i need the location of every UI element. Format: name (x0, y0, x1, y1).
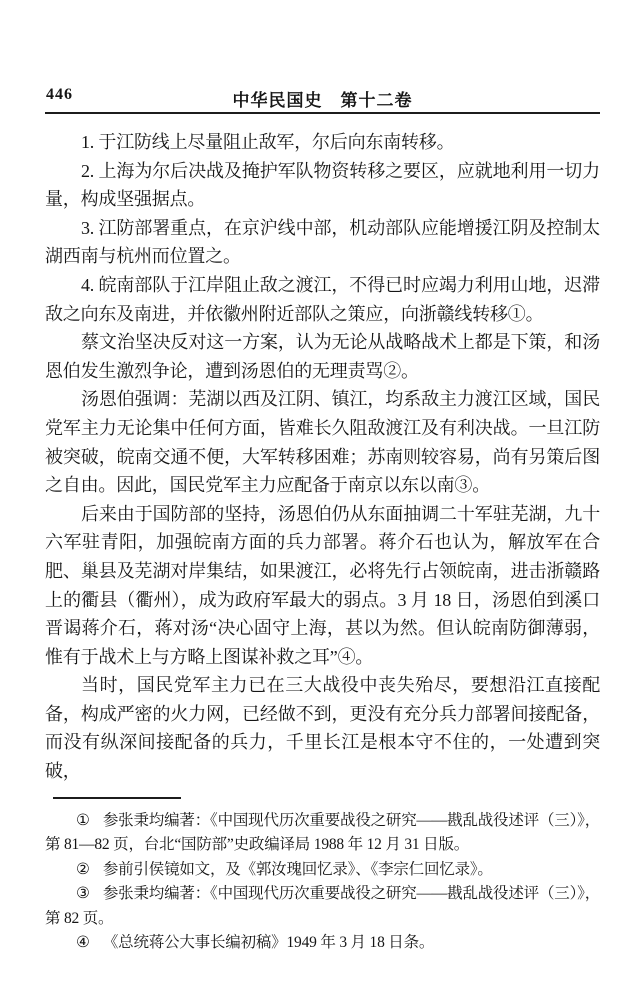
paragraph: 汤恩伯强调：芜湖以西及江阴、镇江，均系敌主力渡江区域，国民党军主力无论集中任何方面，皆难长久阻敌渡江及有利决战。一旦江防被突破，皖南交通不便，大军转移困难；苏南则较容易，尚有另策后图之自由。因此，国民党军主力应配备于南京以东以南③。 (45, 389, 600, 496)
footnote-text: 参张秉均编著：《中国现代历次重要战役之研究——戡乱战役述评（三）》，第 82 页。 (45, 885, 600, 927)
footnote-divider (53, 797, 181, 799)
footnote (45, 809, 600, 858)
footnote-text: 参张秉均编著：《中国现代历次重要战役之研究——戡乱战役述评（三）》，第 81—82 页，台北“国防部”史政编译局 1988 年 12 月 31 日版。 (45, 811, 600, 854)
list-item-paragraph-4: 4. 皖南部队于江岸阻止敌之渡江，不得已时应竭力利用山地，迟滞敌之向东及南进，并依徽州附近部队之策应，向浙赣线转移①。 (45, 274, 600, 324)
body-text (45, 128, 600, 786)
footnote-marker: ① (76, 811, 90, 829)
list-item-paragraph-2: 2. 上海为尔后决战及掩护军队物资转移之要区，应就地利用一切力量，构成坚强据点。 (45, 160, 600, 210)
paragraph: 当时，国民党军主力已在三大战役中丧失殆尽，要想沿江直接配备，构成严密的火力网，已经做不到，更没有充分兵力部署间接配备，而没有纵深间接配备的兵力，千里长江是根本守不住的，一处遭到突破， (45, 675, 600, 782)
header-rule (45, 112, 600, 114)
footnote (45, 882, 600, 931)
page-number: 446 (46, 86, 73, 103)
footnote (45, 931, 600, 956)
footnotes (45, 809, 600, 956)
list-item-paragraph-1: 1. 于江防线上尽量阻止敌军，尔后向东南转移。 (81, 132, 455, 152)
footnote-text: 参前引侯镜如文，及《郭汝瑰回忆录》、《李宗仁回忆录》。 (102, 860, 493, 878)
running-head (45, 86, 600, 110)
footnote-marker: ③ (76, 885, 90, 903)
paragraph: 蔡文治坚决反对这一方案，认为无论从战略战术上都是下策，和汤恩伯发生激烈争论，遭到汤恩伯的无理责骂②。 (45, 332, 600, 381)
footnote-marker: ② (76, 860, 90, 878)
footnote-text: 《总统蒋公大事长编初稿》1949 年 3 月 18 日条。 (102, 934, 435, 952)
footnote-marker: ④ (76, 934, 90, 952)
list-item-paragraph-3: 3. 江防部署重点，在京沪线中部，机动部队应能增援江阴及控制太湖西南与杭州而位置之。 (45, 217, 600, 267)
book-title: 中华民国史 第十二卷 (232, 91, 413, 110)
footnote (45, 858, 600, 883)
paragraph: 后来由于国防部的坚持，汤恩伯仍从东面抽调二十军驻芜湖，九十六军驻青阳，加强皖南方面的兵力部署。蒋介石也认为，解放军在合肥、巢县及芜湖对岸集结，如果渡江，必将先行占领皖南，进击浙赣路上的衢县（衢州），成为政府军最大的弱点。3 月 18 日，汤恩伯到溪口晋谒蒋介石，蒋对汤“决心固守上海，甚以为然。但认皖南防御薄弱，惟有于战术上与方略上图谋补救之耳”④。 (45, 503, 600, 667)
